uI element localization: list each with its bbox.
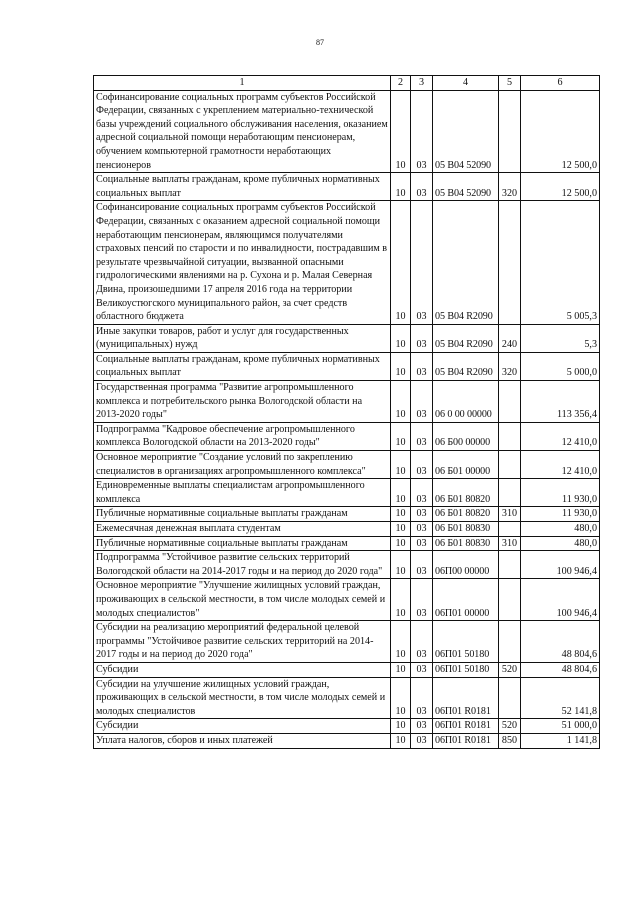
cell-name: Публичные нормативные социальные выплаты гражданам [94, 536, 391, 551]
cell-subsection: 03 [411, 507, 433, 522]
cell-section: 10 [391, 173, 411, 201]
cell-subsection: 03 [411, 551, 433, 579]
cell-section: 10 [391, 451, 411, 479]
cell-amount: 12 410,0 [521, 422, 600, 450]
cell-target-code: 06П00 00000 [433, 551, 499, 579]
cell-subsection: 03 [411, 173, 433, 201]
table-row [94, 479, 600, 507]
cell-name: Подпрограмма "Устойчивое развитие сельских территорий Вологодской области на 2014-2017 годы и на период до 2020 года" [94, 551, 391, 579]
cell-section: 10 [391, 324, 411, 352]
cell-target-code: 06П01 R0181 [433, 733, 499, 748]
col-header-section: 2 [391, 76, 411, 91]
table-row [94, 507, 600, 522]
cell-target-code: 06П01 00000 [433, 579, 499, 621]
cell-name: Основное мероприятие "Улучшение жилищных условий граждан, проживающих в сельской местности, в том числе молодых семей и молодых специалистов" [94, 579, 391, 621]
col-header-amount: 6 [521, 76, 600, 91]
col-header-target-code: 4 [433, 76, 499, 91]
cell-expense-type [499, 479, 521, 507]
cell-section: 10 [391, 719, 411, 734]
cell-subsection: 03 [411, 381, 433, 423]
cell-amount: 113 356,4 [521, 381, 600, 423]
cell-subsection: 03 [411, 733, 433, 748]
cell-amount: 5,3 [521, 324, 600, 352]
cell-name: Публичные нормативные социальные выплаты гражданам [94, 507, 391, 522]
table-row [94, 201, 600, 324]
cell-amount: 1 141,8 [521, 733, 600, 748]
cell-section: 10 [391, 733, 411, 748]
cell-target-code: 06 Б01 80830 [433, 536, 499, 551]
table-row [94, 621, 600, 663]
cell-expense-type: 310 [499, 507, 521, 522]
cell-amount: 48 804,6 [521, 662, 600, 677]
cell-expense-type [499, 522, 521, 537]
cell-target-code: 05 В04 52090 [433, 173, 499, 201]
cell-subsection: 03 [411, 324, 433, 352]
cell-expense-type: 320 [499, 352, 521, 380]
cell-section: 10 [391, 201, 411, 324]
cell-expense-type [499, 90, 521, 173]
cell-section: 10 [391, 507, 411, 522]
header-row [94, 76, 600, 91]
cell-section: 10 [391, 479, 411, 507]
cell-section: 10 [391, 381, 411, 423]
table-row [94, 662, 600, 677]
cell-amount: 52 141,8 [521, 677, 600, 719]
cell-target-code: 06П01 R0181 [433, 719, 499, 734]
cell-amount: 48 804,6 [521, 621, 600, 663]
cell-target-code: 06 0 00 00000 [433, 381, 499, 423]
cell-subsection: 03 [411, 536, 433, 551]
cell-amount: 12 500,0 [521, 173, 600, 201]
cell-expense-type [499, 621, 521, 663]
cell-amount: 100 946,4 [521, 551, 600, 579]
cell-section: 10 [391, 621, 411, 663]
cell-name: Иные закупки товаров, работ и услуг для государственных (муниципальных) нужд [94, 324, 391, 352]
cell-name: Единовременные выплаты специалистам агропромышленного комплекса [94, 479, 391, 507]
cell-subsection: 03 [411, 662, 433, 677]
cell-name: Социальные выплаты гражданам, кроме публичных нормативных социальных выплат [94, 173, 391, 201]
cell-name: Государственная программа "Развитие агропромышленного комплекса и потребительского рынка Вологодской области на 2013-2020 годы" [94, 381, 391, 423]
table-row [94, 522, 600, 537]
cell-section: 10 [391, 422, 411, 450]
cell-amount: 5 000,0 [521, 352, 600, 380]
table-row [94, 90, 600, 173]
cell-expense-type: 850 [499, 733, 521, 748]
cell-section: 10 [391, 579, 411, 621]
table-row [94, 677, 600, 719]
cell-subsection: 03 [411, 352, 433, 380]
cell-section: 10 [391, 551, 411, 579]
cell-section: 10 [391, 90, 411, 173]
cell-name: Субсидии [94, 719, 391, 734]
cell-subsection: 03 [411, 677, 433, 719]
table-row [94, 719, 600, 734]
cell-expense-type [499, 579, 521, 621]
cell-subsection: 03 [411, 621, 433, 663]
table-row [94, 381, 600, 423]
table-row [94, 536, 600, 551]
cell-section: 10 [391, 352, 411, 380]
cell-expense-type [499, 677, 521, 719]
cell-name: Субсидии на улучшение жилищных условий граждан, проживающих в сельской местности, в том числе молодых семей и молодых специалистов [94, 677, 391, 719]
cell-target-code: 06П01 R0181 [433, 677, 499, 719]
cell-target-code: 06П01 50180 [433, 662, 499, 677]
col-header-name: 1 [94, 76, 391, 91]
cell-expense-type [499, 422, 521, 450]
table-row [94, 451, 600, 479]
table-body [94, 90, 600, 748]
cell-name: Субсидии на реализацию мероприятий федеральной целевой программы "Устойчивое развитие сельских территорий на 2014-2017 годы и на период до 2020 года" [94, 621, 391, 663]
cell-target-code: 06 Б01 80830 [433, 522, 499, 537]
cell-amount: 11 930,0 [521, 507, 600, 522]
table-row [94, 733, 600, 748]
cell-target-code: 06П01 50180 [433, 621, 499, 663]
cell-subsection: 03 [411, 579, 433, 621]
cell-expense-type: 310 [499, 536, 521, 551]
cell-expense-type: 520 [499, 662, 521, 677]
budget-table [93, 75, 600, 749]
cell-name: Социальные выплаты гражданам, кроме публичных нормативных социальных выплат [94, 352, 391, 380]
cell-expense-type [499, 551, 521, 579]
table-row [94, 579, 600, 621]
cell-amount: 480,0 [521, 536, 600, 551]
cell-amount: 12 500,0 [521, 90, 600, 173]
cell-expense-type: 520 [499, 719, 521, 734]
cell-target-code: 05 В04 R2090 [433, 352, 499, 380]
table-row [94, 352, 600, 380]
col-header-subsection: 3 [411, 76, 433, 91]
cell-amount: 51 000,0 [521, 719, 600, 734]
cell-expense-type: 320 [499, 173, 521, 201]
cell-target-code: 05 В04 R2090 [433, 201, 499, 324]
table-row [94, 422, 600, 450]
cell-name: Софинансирование социальных программ субъектов Российской Федерации, связанных с укреплением материально-технической базы учреждений социального обслуживания населения, оказанием адресной социальной помощи неработающим пенсионерам, обучением компьютерной грамотности неработающих пенсионеров [94, 90, 391, 173]
cell-subsection: 03 [411, 90, 433, 173]
cell-subsection: 03 [411, 422, 433, 450]
cell-target-code: 06 Б01 80820 [433, 507, 499, 522]
cell-subsection: 03 [411, 522, 433, 537]
cell-section: 10 [391, 662, 411, 677]
table-row [94, 324, 600, 352]
cell-target-code: 05 В04 R2090 [433, 324, 499, 352]
cell-section: 10 [391, 677, 411, 719]
cell-name: Субсидии [94, 662, 391, 677]
cell-name: Уплата налогов, сборов и иных платежей [94, 733, 391, 748]
cell-target-code: 06 Б01 00000 [433, 451, 499, 479]
cell-subsection: 03 [411, 479, 433, 507]
page-number: 87 [316, 38, 324, 47]
cell-name: Ежемесячная денежная выплата студентам [94, 522, 391, 537]
cell-amount: 12 410,0 [521, 451, 600, 479]
cell-expense-type [499, 201, 521, 324]
cell-amount: 100 946,4 [521, 579, 600, 621]
cell-target-code: 06 Б00 00000 [433, 422, 499, 450]
cell-name: Основное мероприятие "Создание условий по закреплению специалистов в организациях агропромышленного комплекса" [94, 451, 391, 479]
cell-section: 10 [391, 536, 411, 551]
cell-expense-type [499, 451, 521, 479]
table-row [94, 551, 600, 579]
col-header-expense-type: 5 [499, 76, 521, 91]
cell-name: Подпрограмма "Кадровое обеспечение агропромышленного комплекса Вологодской области на 2013-2020 годы" [94, 422, 391, 450]
cell-expense-type: 240 [499, 324, 521, 352]
cell-amount: 11 930,0 [521, 479, 600, 507]
cell-expense-type [499, 381, 521, 423]
cell-name: Софинансирование социальных программ субъектов Российской Федерации, связанных с оказанием адресной социальной помощи неработающим пенсионерам, являющимся получателями страховых пенсий по старости и по инвалидности, пострадавшим в результате чрезвычайной ситуации, вызванной опасными гидрологическими явлениями на р. Сухона и р. Малая Северная Двина, произошедшими 17 апреля 2016 года на территории Великоустюгского муниципального район, за счет средств областного бюджета [94, 201, 391, 324]
cell-target-code: 05 В04 52090 [433, 90, 499, 173]
table-row [94, 173, 600, 201]
cell-amount: 5 005,3 [521, 201, 600, 324]
cell-subsection: 03 [411, 719, 433, 734]
cell-target-code: 06 Б01 80820 [433, 479, 499, 507]
cell-subsection: 03 [411, 451, 433, 479]
cell-section: 10 [391, 522, 411, 537]
cell-subsection: 03 [411, 201, 433, 324]
cell-amount: 480,0 [521, 522, 600, 537]
